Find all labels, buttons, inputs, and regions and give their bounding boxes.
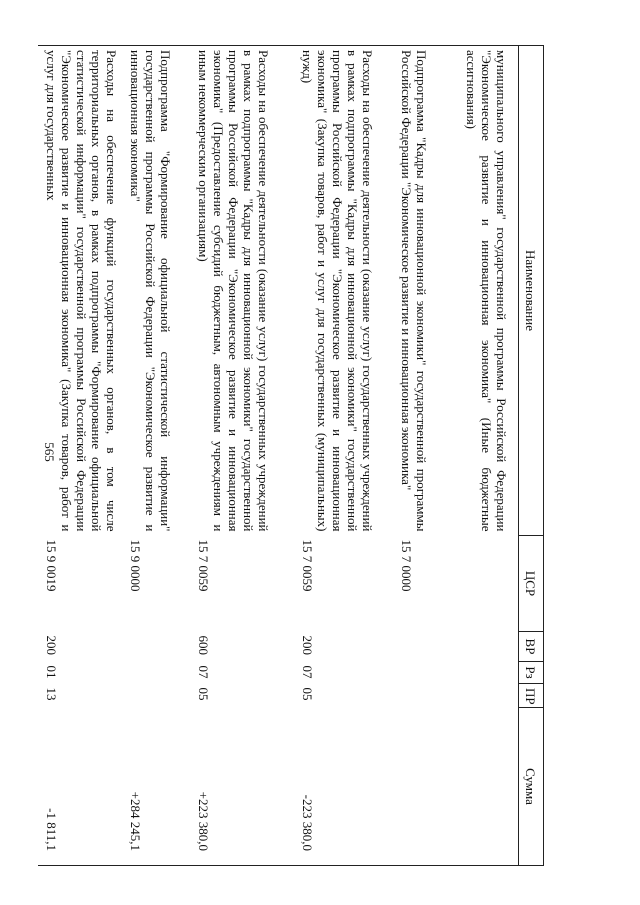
row-name: Расходы на обеспечение функций государственных органов, в том числе территориальных органов, в рамках подпрограммы "Формирование официальной статистической информации" государственной программы Российской Федерации "Экономическое развитие и инновационная экономика" (Закупка товаров, работ и услуг для государственных (39, 46, 123, 536)
row-csr: 15 9 0000 (128, 539, 144, 592)
row-name: муниципального управления" государственной программы Российской Федерации "Экономическое развитие и инновационная экономика" (Иные бюджетные ассигнования) (459, 46, 519, 536)
row-sum: +284 245,1 (123, 708, 191, 866)
row-sum: -1 811,1 (39, 708, 123, 866)
row-rz (394, 662, 459, 684)
table-row (459, 46, 519, 866)
header-vr: ВР (519, 632, 544, 662)
row-csr: 15 9 0019 (44, 539, 60, 592)
row-pr (394, 684, 459, 708)
row-vr (459, 632, 519, 662)
row-rz (459, 662, 519, 684)
row-sum: +223 380,0 (191, 708, 295, 866)
header-csr: ЦСР (519, 536, 544, 632)
table-row (394, 46, 459, 866)
header-name: Наименование (519, 46, 544, 536)
table-row (123, 46, 191, 866)
row-pr: 13 (44, 687, 60, 701)
page-number-text: 565 (42, 442, 57, 462)
row-csr: 15 7 0059 (300, 539, 316, 592)
row-vr (123, 632, 191, 662)
table-row (295, 46, 394, 866)
row-sum (394, 708, 459, 866)
row-pr: 05 (300, 687, 316, 701)
row-sum: -223 380,0 (295, 708, 394, 866)
budget-table (39, 45, 545, 866)
row-rz: 07 (300, 665, 316, 679)
row-rz: 07 (196, 665, 212, 679)
row-name: Расходы на обеспечение деятельности (оказание услуг) государственных учреждений в рамках подпрограммы "Кадры для инновационной экономики" государственной программы Российской Федерации "Экономическое развитие и инновационная экономика" (Предоставление субсидий бюджетным, автономным учреждениям и иным некоммерческим организациям) (191, 46, 295, 536)
row-csr (459, 536, 519, 632)
row-vr: 200 (300, 635, 316, 655)
row-pr (123, 684, 191, 708)
row-name: Подпрограмма "Формирование официальной статистической информации" государственной программы Российской Федерации "Экономическое развитие и инновационная экономика" (123, 46, 191, 536)
row-rz (123, 662, 191, 684)
row-csr: 15 7 0059 (196, 539, 212, 592)
row-name: Расходы на обеспечение деятельности (оказание услуг) государственных учреждений в рамках подпрограммы "Кадры для инновационной экономики" государственной программы Российской Федерации "Экономическое развитие и инновационная экономика" (Закупка товаров, работ и услуг для государственных (муниципальных) нужд) (295, 46, 394, 536)
table-row (39, 46, 123, 866)
header-rz: Рз (519, 662, 544, 684)
row-vr: 200 (44, 635, 60, 655)
table-header-row (519, 46, 544, 866)
row-rz: 01 (44, 665, 60, 679)
header-pr: ПР (519, 684, 544, 708)
row-vr: 600 (196, 635, 212, 655)
row-name: Подпрограмма "Кадры для инновационной экономики" государственной программы Российской Федерации "Экономическое развитие и инновационная экономика" (394, 46, 459, 536)
row-csr: 15 7 0000 (399, 539, 415, 592)
header-sum: Сумма (519, 708, 544, 866)
row-pr (459, 684, 519, 708)
row-pr: 05 (196, 687, 212, 701)
table-row (191, 46, 295, 866)
row-sum (459, 708, 519, 866)
row-vr (394, 632, 459, 662)
